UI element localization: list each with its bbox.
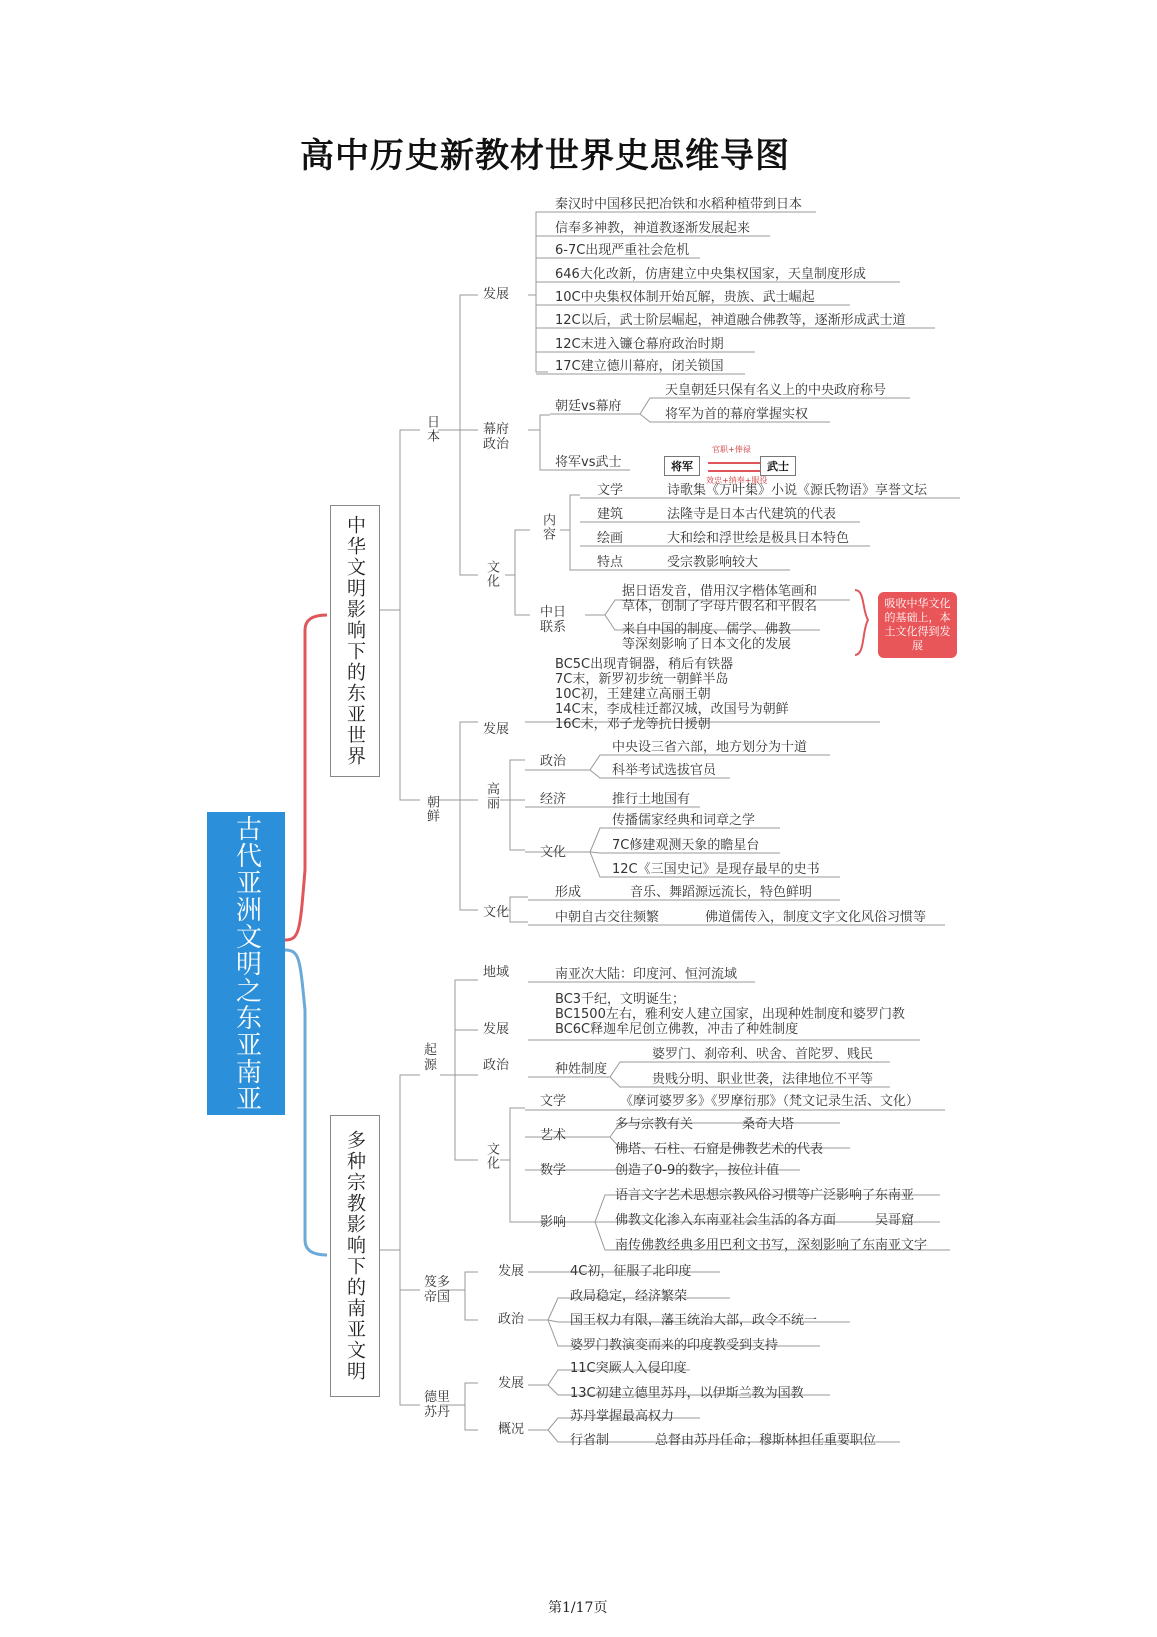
node-korea-culture: 文化 <box>483 905 510 920</box>
india-literature-item: 《摩诃婆罗多》《罗摩衍那》（梵文记录生活、文化） <box>620 1094 920 1109</box>
culture-value: 大和绘和浮世绘是极具日本特色 <box>667 531 850 546</box>
node-india-develop: 发展 <box>483 1022 510 1037</box>
node-gupta-politics: 政治 <box>498 1312 525 1327</box>
node-sino-japan: 中日联系 <box>540 605 567 635</box>
japan-develop-item: 646大化改新，仿唐建立中央集权国家，天皇制度形成 <box>555 267 866 282</box>
india-art-item: 多与宗教有关 <box>615 1117 694 1132</box>
section-east-asia: 中华文明影响下的东亚世界 <box>330 505 380 777</box>
india-influence-item: 佛教文化渗入东南亚社会生活的各方面 <box>615 1213 837 1228</box>
node-gupta: 笈多帝国 <box>424 1275 451 1305</box>
root-node: 古代亚洲文明之东亚南亚 <box>207 812 285 1115</box>
caste-item: 贵贱分明、职业世袭，法律地位不平等 <box>652 1072 874 1087</box>
node-goryeo: 高丽 <box>484 782 499 810</box>
delhi-overview-item: 行省制 <box>570 1433 610 1448</box>
goryeo-politics-item: 科举考试选拔官员 <box>612 763 717 778</box>
node-japan-develop: 发展 <box>483 287 510 302</box>
japan-develop-item: 信奉多神教，神道教逐渐发展起来 <box>555 221 751 236</box>
goryeo-culture-item: 12C《三国史记》是现存最早的史书 <box>612 862 820 877</box>
page-number: 第1/17页 <box>548 1600 608 1616</box>
diagram-samurai: 武士 <box>760 456 796 476</box>
india-develop-text: BC3千纪，文明诞生； BC1500左右，雅利安人建立国家，出现种姓制度和婆罗门教 BC6C释迦牟尼创立佛教，冲击了种姓制度 <box>555 992 905 1037</box>
japan-develop-item: 10C中央集权体制开始瓦解，贵族、武士崛起 <box>555 290 815 305</box>
note-box: 吸收中华文化的基础上，本土文化得到发展 <box>878 592 957 658</box>
node-korea-exchange: 中朝自古交往频繁 <box>555 910 660 925</box>
section-south-asia: 多种宗教影响下的南亚文明 <box>330 1115 380 1397</box>
node-goryeo-culture: 文化 <box>540 845 567 860</box>
india-influence-item: 南传佛教经典多用巴利文书写，深刻影响了东南亚文字 <box>615 1238 928 1253</box>
node-india-culture: 文化 <box>484 1142 499 1170</box>
culture-key: 文学 <box>597 483 624 498</box>
node-india-literature: 文学 <box>540 1094 567 1109</box>
culture-value: 诗歌集《万叶集》小说《源氏物语》享誉文坛 <box>667 483 928 498</box>
goryeo-culture-item: 7C修建观测天象的瞻星台 <box>612 838 760 853</box>
node-india-art: 艺术 <box>540 1128 567 1143</box>
node-delhi-develop: 发展 <box>498 1376 525 1391</box>
node-india-politics: 政治 <box>483 1058 510 1073</box>
goryeo-politics-item: 中央设三省六部，地方划分为十道 <box>612 740 808 755</box>
node-shogun: 幕府政治 <box>483 422 510 452</box>
culture-value: 法隆寺是日本古代建筑的代表 <box>667 507 837 522</box>
node-general-vs-samurai: 将军vs武士 <box>555 455 622 470</box>
node-goryeo-politics: 政治 <box>540 754 567 769</box>
delhi-overview-item: 总督由苏丹任命；穆斯林担任重要职位 <box>655 1433 877 1448</box>
node-caste: 种姓制度 <box>555 1062 608 1077</box>
node-korea-develop: 发展 <box>483 722 510 737</box>
gupta-politics-item: 国王权力有限，藩王统治大部，政令不统一 <box>570 1313 818 1328</box>
gupta-politics-item: 婆罗门教演变而来的印度教受到支持 <box>570 1338 779 1353</box>
delhi-overview-item: 苏丹掌握最高权力 <box>570 1409 675 1424</box>
node-india-influence: 影响 <box>540 1215 567 1230</box>
node-korea-form: 形成 <box>555 885 582 900</box>
india-influence-item: 吴哥窟 <box>875 1213 915 1228</box>
diagram-top-label: 官职+俸禄 <box>712 445 751 454</box>
korea-exchange-item: 佛道儒传入，制度文字文化风俗习惯等 <box>705 910 927 925</box>
india-art-item: 桑奇大塔 <box>742 1117 795 1132</box>
node-korea: 朝鲜 <box>424 795 439 823</box>
culture-value: 受宗教影响较大 <box>667 555 759 570</box>
india-art-item: 佛塔、石柱、石窟是佛教艺术的代表 <box>615 1142 824 1157</box>
japan-develop-item: 12C以后，武士阶层崛起，神道融合佛教等，逐渐形成武士道 <box>555 313 906 328</box>
court-item: 天皇朝廷只保有名义上的中央政府称号 <box>665 383 887 398</box>
culture-key: 绘画 <box>597 531 624 546</box>
korea-develop-text: BC5C出现青铜器，稍后有铁器 7C末，新罗初步统一朝鲜半岛 10C初，王建建立高丽王朝 14C末，李成桂迁都汉城，改国号为朝鲜 16C末，邓子龙等抗日援朝 <box>555 657 789 732</box>
page-title: 高中历史新教材世界史思维导图 <box>300 136 790 176</box>
delhi-develop-item: 13C初建立德里苏丹，以伊斯兰教为国教 <box>570 1386 804 1401</box>
node-origin: 起源 <box>424 1043 438 1073</box>
node-delhi-overview: 概况 <box>498 1422 525 1437</box>
goryeo-culture-item: 传播儒家经典和词章之学 <box>612 813 756 828</box>
diagram-general: 将军 <box>664 456 700 476</box>
india-math-item: 创造了0-9的数字，按位计值 <box>615 1163 780 1178</box>
node-court-vs-shogun: 朝廷vs幕府 <box>555 399 622 414</box>
japan-develop-item: 12C末进入镰仓幕府政治时期 <box>555 337 724 352</box>
node-culture-content: 内容 <box>540 513 555 541</box>
gupta-develop-item: 4C初，征服了北印度 <box>570 1264 692 1279</box>
court-item: 将军为首的幕府掌握实权 <box>665 407 809 422</box>
goryeo-economy-item: 推行土地国有 <box>612 792 691 807</box>
japan-develop-item: 6-7C出现严重社会危机 <box>555 243 690 258</box>
node-delhi: 德里苏丹 <box>424 1390 451 1420</box>
diagram-bottom-label: 效忠+纳奉+服役 <box>706 476 768 485</box>
node-india-math: 数学 <box>540 1163 567 1178</box>
sino-japan-item: 据日语发音，借用汉字楷体笔画和 草体，创制了字母片假名和平假名 <box>622 584 818 614</box>
japan-develop-item: 17C建立德川幕府，闭关锁国 <box>555 359 724 374</box>
node-japan-culture: 文化 <box>484 560 499 588</box>
node-japan: 日本 <box>424 415 439 443</box>
delhi-develop-item: 11C突厥人入侵印度 <box>570 1361 687 1376</box>
culture-key: 特点 <box>597 555 624 570</box>
gupta-politics-item: 政局稳定，经济繁荣 <box>570 1289 688 1304</box>
korea-form-item: 音乐、舞蹈源远流长，特色鲜明 <box>630 885 813 900</box>
node-gupta-develop: 发展 <box>498 1264 525 1279</box>
caste-item: 婆罗门、刹帝利、吠舍、首陀罗、贱民 <box>652 1047 874 1062</box>
node-region: 地域 <box>483 965 510 980</box>
region-item: 南亚次大陆：印度河、恒河流域 <box>555 967 738 982</box>
india-influence-item: 语言文字艺术思想宗教风俗习惯等广泛影响了东南亚 <box>615 1188 915 1203</box>
culture-key: 建筑 <box>597 507 624 522</box>
node-goryeo-economy: 经济 <box>540 792 567 807</box>
japan-develop-item: 秦汉时中国移民把冶铁和水稻种植带到日本 <box>555 197 803 212</box>
sino-japan-item: 来自中国的制度、儒学、佛教 等深刻影响了日本文化的发展 <box>622 622 792 652</box>
